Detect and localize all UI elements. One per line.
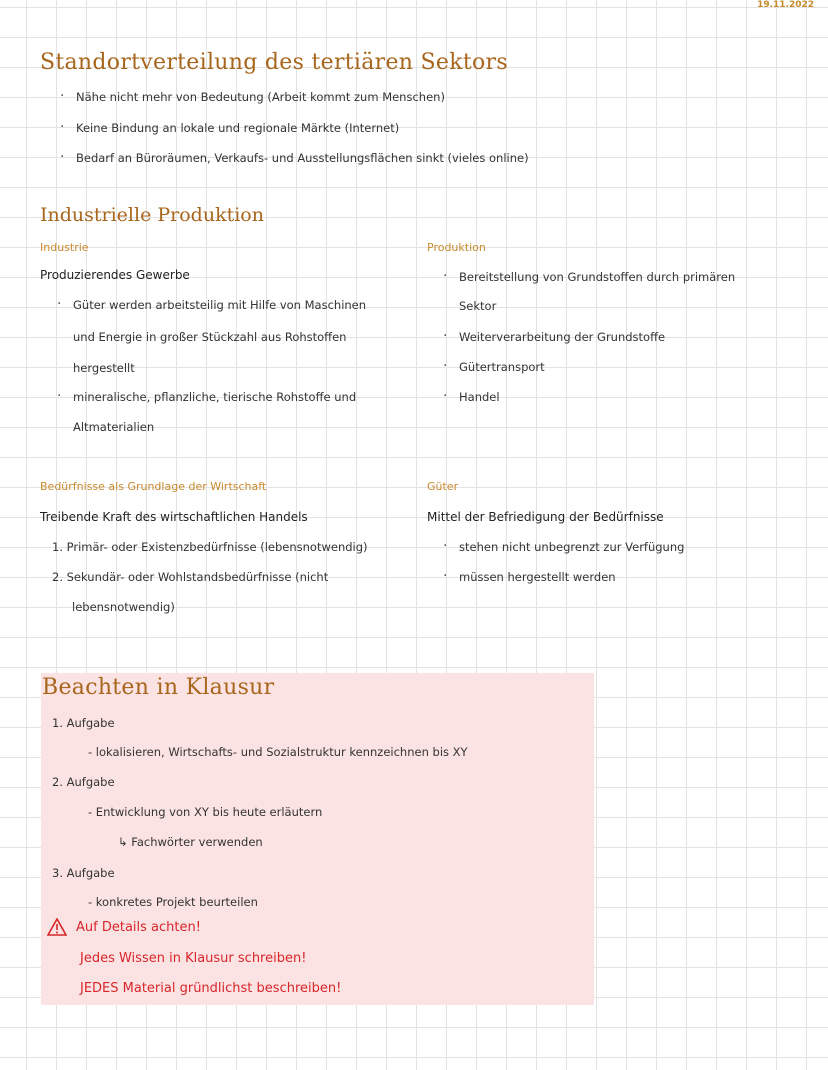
gueter-bullet: · stehen nicht unbegrenzt zur Verfügung: [459, 540, 684, 554]
klausur-warning: Auf Details achten!: [76, 920, 201, 935]
klausur-task: 2. Aufgabe: [52, 775, 115, 789]
warning-icon: [47, 918, 67, 936]
bullet-item: · Bedarf an Büroräumen, Verkaufs- und Ausstellungsflächen sinkt (vieles online): [76, 151, 529, 165]
gueter-bullet: · müssen hergestellt werden: [459, 570, 616, 584]
industrie-bullet-line: und Energie in großer Stückzahl aus Rohstoffen: [73, 330, 347, 344]
klausur-task-item: - Entwicklung von XY bis heute erläutern: [88, 805, 323, 819]
produktion-bullet: · Handel: [459, 390, 500, 404]
section-title-industrielle-produktion: Industrielle Produktion: [40, 204, 264, 226]
produktion-heading: Produktion: [427, 241, 486, 254]
bullet-item: · Nähe nicht mehr von Bedeutung (Arbeit kommt zum Menschen): [76, 90, 445, 104]
klausur-warning: Jedes Wissen in Klausur schreiben!: [80, 951, 307, 966]
beduerfnisse-item: 2. Sekundär- oder Wohlstandsbedürfnisse (nicht: [52, 570, 329, 584]
industrie-subheading: Produzierendes Gewerbe: [40, 268, 190, 282]
klausur-title: Beachten in Klausur: [42, 675, 275, 700]
produktion-bullet-line: Sektor: [459, 299, 497, 313]
industrie-bullet-line: hergestellt: [73, 361, 135, 375]
industrie-bullet: · Güter werden arbeitsteilig mit Hilfe von Maschinen: [73, 298, 366, 312]
klausur-task-item: - lokalisieren, Wirtschafts- und Sozialstruktur kennzeichnen bis XY: [88, 745, 468, 759]
section-title-standortverteilung: Standortverteilung des tertiären Sektors: [40, 50, 508, 75]
bullet-item: · Keine Bindung an lokale und regionale Märkte (Internet): [76, 121, 399, 135]
gueter-heading: Güter: [427, 480, 459, 493]
klausur-task-subitem: ↳ Fachwörter verwenden: [118, 835, 263, 849]
gueter-subheading: Mittel der Befriedigung der Bedürfnisse: [427, 510, 664, 524]
beduerfnisse-heading: Bedürfnisse als Grundlage der Wirtschaft: [40, 480, 267, 493]
beduerfnisse-item-line: lebensnotwendig): [72, 600, 175, 614]
industrie-bullet-line: Altmaterialien: [73, 420, 155, 434]
klausur-task: 1. Aufgabe: [52, 716, 115, 730]
beduerfnisse-item: 1. Primär- oder Existenzbedürfnisse (lebensnotwendig): [52, 540, 368, 554]
industrie-heading: Industrie: [40, 241, 89, 254]
produktion-bullet: · Bereitstellung von Grundstoffen durch primären: [459, 270, 735, 284]
produktion-bullet: · Weiterverarbeitung der Grundstoffe: [459, 330, 665, 344]
date-label: 19.11.2022: [757, 0, 814, 10]
klausur-warning: JEDES Material gründlichst beschreiben!: [80, 981, 342, 996]
industrie-bullet: · mineralische, pflanzliche, tierische Rohstoffe und: [73, 390, 356, 404]
beduerfnisse-subheading: Treibende Kraft des wirtschaftlichen Handels: [40, 510, 308, 524]
produktion-bullet: · Gütertransport: [459, 360, 545, 374]
klausur-task-item: - konkretes Projekt beurteilen: [88, 895, 258, 909]
klausur-task: 3. Aufgabe: [52, 866, 115, 880]
